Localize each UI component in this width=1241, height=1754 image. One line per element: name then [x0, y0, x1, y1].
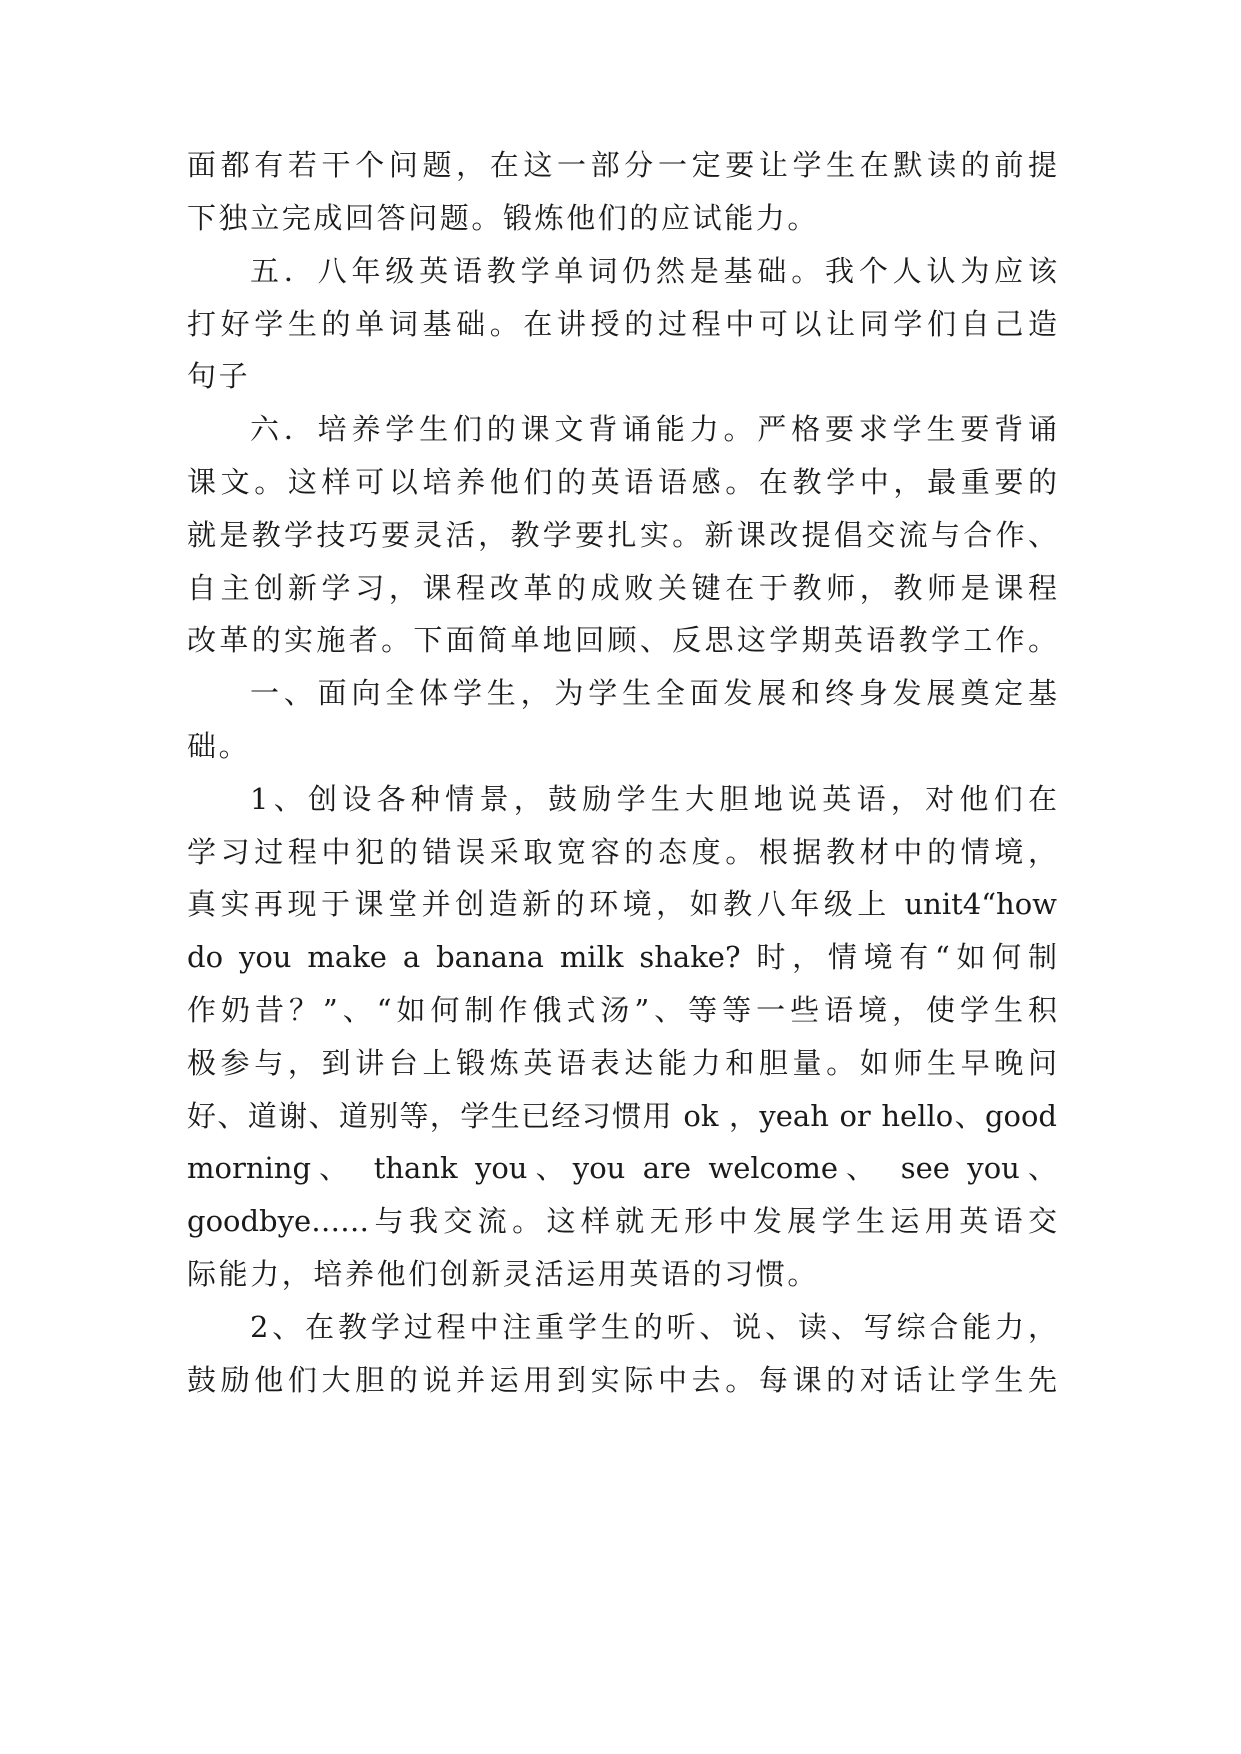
text-line: 础。 [187, 729, 251, 763]
text-line: 际能力，培养他们创新灵活运用英语的习惯。 [187, 1257, 820, 1291]
paragraph-five-heading: 五．八年级英语教学单词仍然是基础。我个人认为应该 [250, 254, 1057, 288]
item-two-start: 2、在教学过程中注重学生的听、说、读、写综合能力， [250, 1310, 1057, 1344]
text-line: 真实再现于课堂并创造新的环境，如教八年级上 unit4“how [187, 887, 1057, 921]
text-line: 打好学生的单词基础。在讲授的过程中可以让同学们自己造 [187, 307, 1057, 341]
item-one-start: 1、创设各种情景，鼓励学生大胆地说英语，对他们在 [250, 782, 1057, 816]
section-one-heading: 一、面向全体学生，为学生全面发展和终身发展奠定基 [250, 676, 1057, 710]
text-line: 极参与，到讲台上锻炼英语表达能力和胆量。如师生早晚问 [187, 1046, 1057, 1080]
text-line: 句子 [187, 359, 251, 393]
text-line: morning、 thank you、you are welcome、 see you、 [187, 1151, 1057, 1185]
text-line: 面都有若干个问题，在这一部分一定要让学生在默读的前提 [187, 148, 1057, 182]
text-line: 下独立完成回答问题。锻炼他们的应试能力。 [187, 201, 820, 235]
text-line: goodbye……与我交流。这样就无形中发展学生运用英语交 [187, 1204, 1057, 1238]
text-line: 就是教学技巧要灵活，教学要扎实。新课改提倡交流与合作、 [187, 518, 1057, 552]
text-line: 鼓励他们大胆的说并运用到实际中去。每课的对话让学生先 [187, 1363, 1057, 1397]
text-line: 课文。这样可以培养他们的英语语感。在教学中，最重要的 [187, 465, 1057, 499]
text-line: 作奶昔？”、“如何制作俄式汤”、等等一些语境，使学生积 [187, 993, 1057, 1027]
text-line: do you make a banana milk shake? 时，情境有“如何制 [187, 940, 1057, 974]
text-line: 好、道谢、道别等，学生已经习惯用 ok ，yeah or hello、good [187, 1099, 1057, 1133]
text-line: 学习过程中犯的错误采取宽容的态度。根据教材中的情境， [187, 835, 1057, 869]
paragraph-six-heading: 六．培养学生们的课文背诵能力。严格要求学生要背诵 [250, 412, 1057, 446]
text-line: 改革的实施者。下面简单地回顾、反思这学期英语教学工作。 [187, 623, 1057, 657]
text-line: 自主创新学习，课程改革的成败关键在于教师，教师是课程 [187, 571, 1057, 605]
